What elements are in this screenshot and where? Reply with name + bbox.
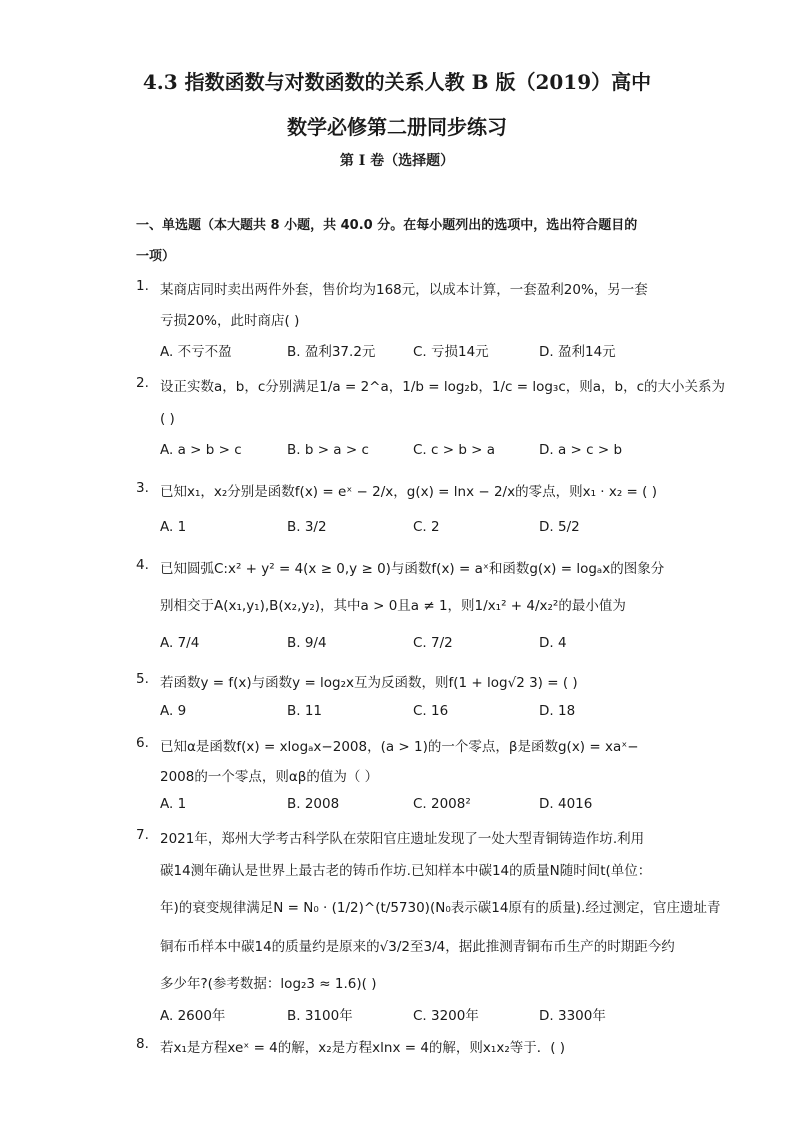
option-b[interactable]: B. b > a > c [287, 442, 369, 458]
option-a[interactable]: A. 2600年 [160, 1008, 226, 1024]
question-number: 1. [136, 278, 149, 294]
option-c[interactable]: C. 3200年 [413, 1008, 479, 1024]
option-d[interactable]: D. 3300年 [539, 1008, 606, 1024]
question-text-line: 亏损20%，此时商店( ) [160, 313, 300, 329]
option-c[interactable]: C. c > b > a [413, 442, 496, 458]
option-c[interactable]: C. 7/2 [413, 635, 453, 651]
question-text-line: 多少年?(参考数据：log₂3 ≈ 1.6)( ) [160, 976, 377, 992]
question-text-line: 设正实数a，b，c分别满足1/a = 2^a，1/b = log₂b，1/c = log₃c，则a，b，c的大小关系为 [160, 379, 726, 395]
page-title-line1: 4.3 指数函数与对数函数的关系人教 B 版（2019）高中 [142, 70, 652, 94]
option-d[interactable]: D. a > c > b [539, 442, 623, 458]
question-text-line: 已知α是函数f(x) = xlogₐx−2008，(a > 1)的一个零点，β是函数g(x) = xaˣ− [160, 739, 639, 755]
question-text-line: 铜布币样本中碳14的质量约是原来的√3/2至3/4，据此推测青铜布币生产的时期距今约 [160, 939, 675, 955]
option-a[interactable]: A. 7/4 [160, 635, 200, 651]
option-a[interactable]: A. 1 [160, 519, 187, 535]
question-text-line: 已知x₁，x₂分别是函数f(x) = eˣ − 2/x，g(x) = lnx − 2/x的零点，则x₁ · x₂ = ( ) [160, 484, 657, 500]
option-a[interactable]: A. 不亏不盈 [160, 344, 232, 360]
option-c[interactable]: C. 2 [413, 519, 440, 535]
option-b[interactable]: B. 2008 [287, 796, 340, 812]
option-b[interactable]: B. 3100年 [287, 1008, 353, 1024]
question-text-line: 2008的一个零点，则αβ的值为（ ） [160, 769, 379, 785]
question-text-line: 已知圆弧C:x² + y² = 4(x ≥ 0,y ≥ 0)与函数f(x) = aˣ和函数g(x) = logₐx的图象分 [160, 561, 665, 577]
option-b[interactable]: B. 11 [287, 703, 323, 719]
question-number: 2. [136, 375, 149, 391]
option-a[interactable]: A. a > b > c [160, 442, 242, 458]
question-text-line: 某商店同时卖出两件外套，售价均为168元，以成本计算，一套盈利20%，另一套 [160, 282, 648, 298]
option-d[interactable]: D. 4 [539, 635, 567, 651]
question-number: 7. [136, 827, 149, 843]
question-text-line: 碳14测年确认是世界上最古老的铸币作坊.已知样本中碳14的质量N随时间t(单位： [160, 863, 652, 879]
option-d[interactable]: D. 盈利14元 [539, 344, 616, 360]
option-a[interactable]: A. 9 [160, 703, 187, 719]
option-c[interactable]: C. 2008² [413, 796, 471, 812]
volume-subtitle: 第 I 卷（选择题） [339, 153, 455, 169]
question-number: 4. [136, 557, 149, 573]
question-text-line: 若x₁是方程xeˣ = 4的解，x₂是方程xlnx = 4的解，则x₁x₂等于．( ) [160, 1040, 566, 1056]
section-heading-line1: 一、单选题（本大题共 8 小题，共 40.0 分。在每小题列出的选项中，选出符合题目的 [136, 218, 638, 233]
option-b[interactable]: B. 盈利37.2元 [287, 344, 376, 360]
option-a[interactable]: A. 1 [160, 796, 187, 812]
option-d[interactable]: D. 5/2 [539, 519, 580, 535]
option-b[interactable]: B. 3/2 [287, 519, 327, 535]
question-text-line: 别相交于A(x₁,y₁),B(x₂,y₂)，其中a > 0且a ≠ 1，则1/x₁² + 4/x₂²的最小值为 [160, 598, 626, 614]
option-d[interactable]: D. 18 [539, 703, 576, 719]
option-c[interactable]: C. 亏损14元 [413, 344, 489, 360]
question-text-line: 年)的衰变规律满足N = N₀ · (1/2)^(t/5730)(N₀表示碳14原有的质量).经过测定，官庄遗址青 [160, 900, 721, 916]
question-number: 8. [136, 1036, 149, 1052]
question-text-line: 2021年，郑州大学考古科学队在荥阳官庄遗址发现了一处大型青铜铸造作坊.利用 [160, 831, 645, 847]
option-b[interactable]: B. 9/4 [287, 635, 327, 651]
option-c[interactable]: C. 16 [413, 703, 449, 719]
page-title-line2: 数学必修第二册同步练习 [287, 115, 507, 139]
question-text-line: ( ) [160, 411, 175, 427]
option-d[interactable]: D. 4016 [539, 796, 593, 812]
section-heading-line2: 一项） [136, 249, 176, 264]
question-text-line: 若函数y = f(x)与函数y = log₂x互为反函数，则f(1 + log√2 3) = ( ) [160, 675, 578, 691]
question-number: 3. [136, 480, 149, 496]
question-number: 5. [136, 671, 149, 687]
question-number: 6. [136, 735, 149, 751]
